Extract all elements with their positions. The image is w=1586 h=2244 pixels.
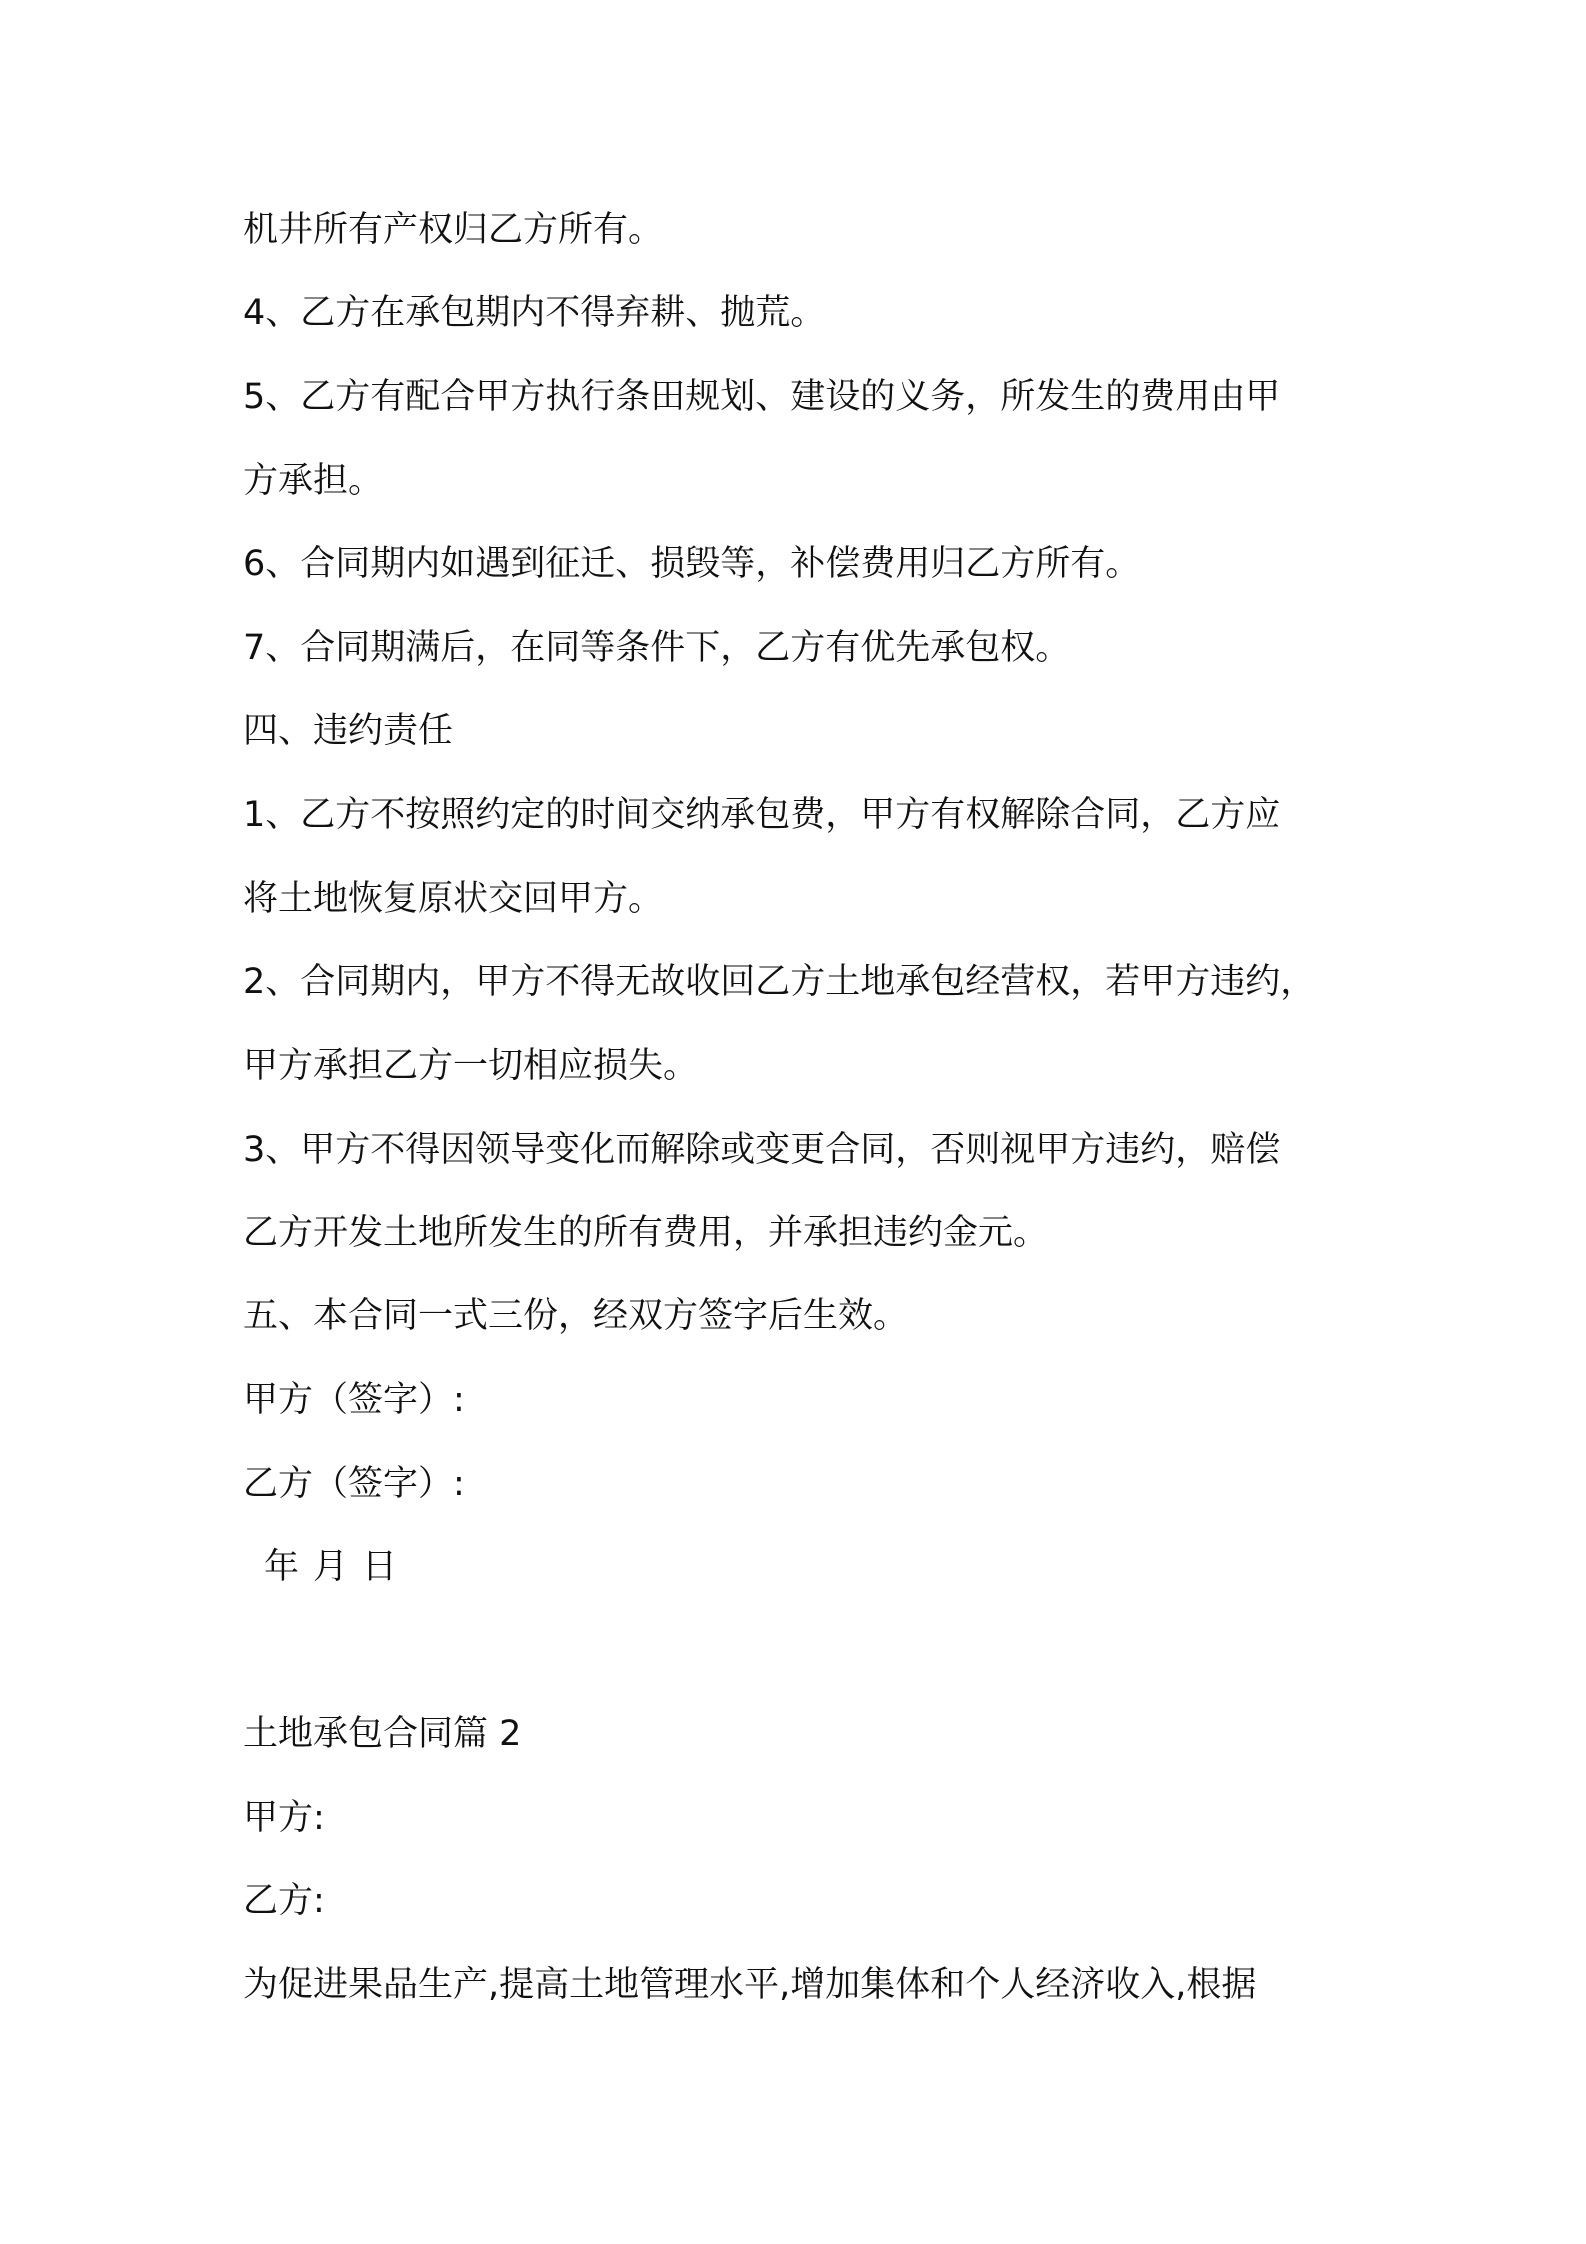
clause-5-continued: 方承担。 (243, 461, 384, 501)
breach-clause-2-continued: 甲方承担乙方一切相应损失。 (243, 1046, 699, 1086)
text-line-ownership: 机井所有产权归乙方所有。 (243, 210, 664, 250)
clause-4: 4、乙方在承包期内不得弃耕、抛荒。 (243, 293, 826, 333)
section2-party-a: 甲方: (243, 1798, 325, 1838)
section2-party-b: 乙方: (243, 1881, 325, 1921)
clause-7: 7、合同期满后，在同等条件下，乙方有优先承包权。 (243, 628, 1071, 668)
breach-clause-3-continued: 乙方开发土地所发生的所有费用，并承担违约金元。 (243, 1213, 1049, 1253)
section-heading-breach: 四、违约责任 (243, 711, 454, 751)
date-day: 日 (362, 1547, 398, 1587)
party-b-signature: 乙方（签字）: (243, 1464, 465, 1504)
date-year: 年 (264, 1547, 300, 1587)
clause-5: 5、乙方有配合甲方执行条田规划、建设的义务，所发生的费用由甲 (243, 377, 1281, 417)
breach-clause-1: 1、乙方不按照约定的时间交纳承包费，甲方有权解除合同，乙方应 (243, 795, 1281, 835)
breach-clause-3: 3、甲方不得因领导变化而解除或变更合同，否则视甲方违约，赔偿 (243, 1130, 1281, 1170)
clause-6: 6、合同期内如遇到征迁、损毁等，补偿费用归乙方所有。 (243, 544, 1141, 584)
breach-clause-1-continued: 将土地恢复原状交回甲方。 (243, 879, 664, 919)
date-month: 月 (313, 1547, 349, 1587)
breach-clause-2: 2、合同期内，甲方不得无故收回乙方土地承包经营权，若甲方违约， (243, 962, 1316, 1002)
section2-intro: 为促进果品生产,提高土地管理水平,增加集体和个人经济收入,根据 (243, 1965, 1257, 2005)
section-heading-copies: 五、本合同一式三份，经双方签字后生效。 (243, 1296, 909, 1336)
signature-date (264, 1542, 411, 1592)
section2-title: 土地承包合同篇 2 (243, 1714, 522, 1754)
party-a-signature: 甲方（签字）: (243, 1380, 465, 1420)
